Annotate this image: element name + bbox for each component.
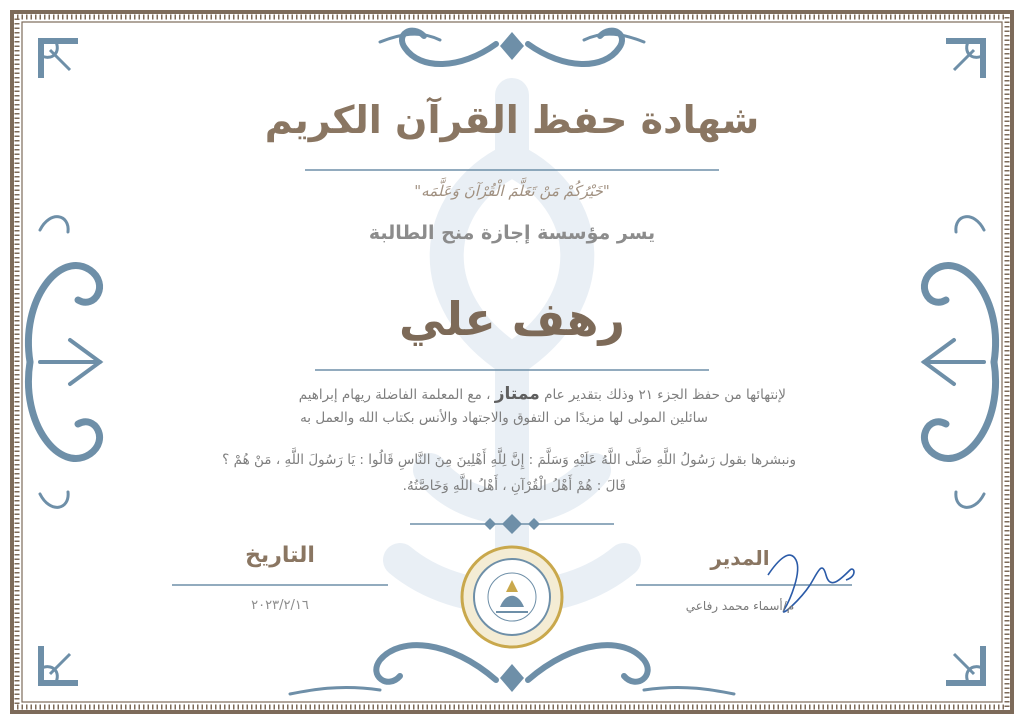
corner-ornament-bottom-left xyxy=(38,646,78,686)
corner-ornament-bottom-right xyxy=(946,646,986,686)
body-line-1-prefix: لإنتهائها من حفظ الجزء ٢١ وذلك بتقدير عام xyxy=(544,387,786,403)
recipient-name: رهف علي xyxy=(399,292,625,346)
body-line-3: ونبشرها بقول رَسُولُ اللَّهِ صَلَّى اللَّهُ عَلَيْهِ وَسَلَّمَ : إِنَّ لِلَّهِ أَهْلِينَ مِنَ النَّاسِ قَالُوا : يَا رَسُولَ اللَّهِ ، مَنْ هُمْ ؟ xyxy=(222,452,796,468)
body-line-2: سائلين المولى لها مزيدًا من التفوق والاجتهاد والأنس بكتاب الله والعمل به xyxy=(300,410,708,426)
top-flourish xyxy=(380,31,644,64)
manager-label: المدير xyxy=(710,546,770,570)
right-side-flourish xyxy=(924,217,996,508)
certificate-title: شهادة حفظ القرآن الكريم xyxy=(264,98,760,142)
body-line-1-suffix: ، مع المعلمة الفاضلة ريهام إبراهيم xyxy=(298,387,491,403)
presenter-line: يسر مؤسسة إجازة منح الطالبة xyxy=(368,222,656,244)
diamond-divider xyxy=(410,514,614,534)
date-value: ٢٠٢٣/٢/١٦ xyxy=(251,598,309,613)
bottom-flourish xyxy=(290,645,734,694)
left-side-flourish xyxy=(28,217,100,508)
body-line-4: قَالَ : هُمْ أَهْلُ الْقُرْآنِ ، أَهْلُ اللَّهِ وَخَاصَّتُهُ. xyxy=(402,478,626,494)
date-label: التاريخ xyxy=(245,543,315,568)
body-line-1 xyxy=(299,384,786,404)
hadith-verse: "خَيْرُكُمْ مَنْ تَعَلَّمَ الْقُرْآنَ وَعَلَّمَه" xyxy=(414,182,610,200)
corner-ornament-top-left xyxy=(38,38,78,78)
manager-name: م/أسماء محمد رفاعي xyxy=(685,599,795,613)
corner-ornament-top-right xyxy=(946,38,986,78)
academy-seal xyxy=(462,547,562,647)
grade-value: ممتاز xyxy=(494,384,540,404)
